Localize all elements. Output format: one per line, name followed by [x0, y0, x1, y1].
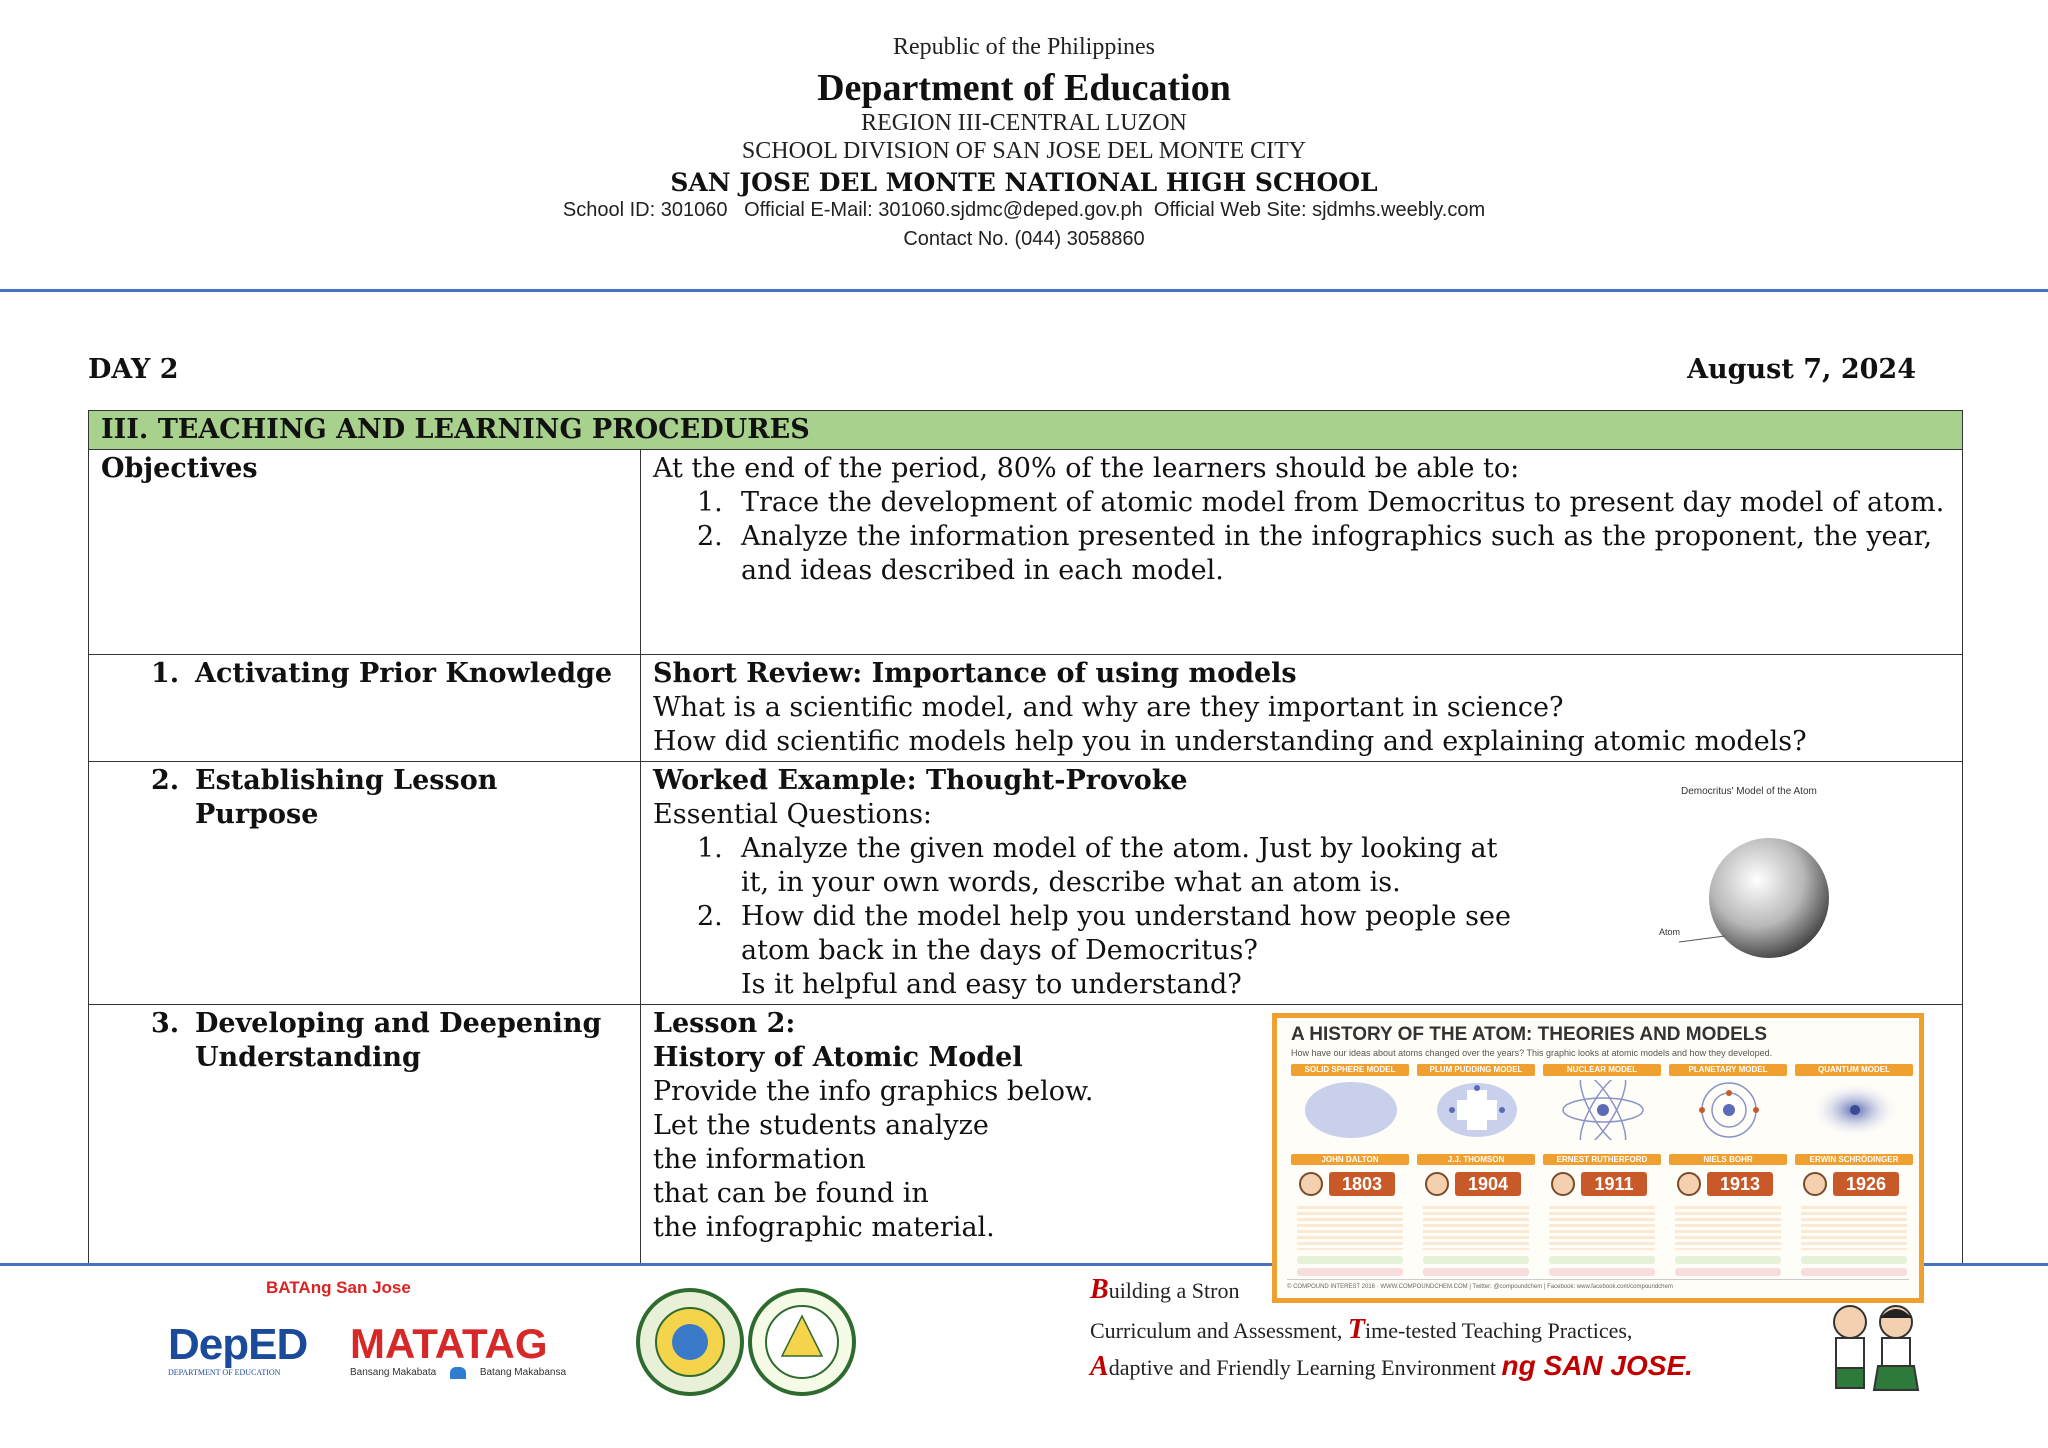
- purpose-heading: Worked Example: Thought-Provoke: [653, 765, 1188, 796]
- model-year: 1913: [1707, 1172, 1773, 1196]
- model-column: [1543, 1064, 1661, 1274]
- tagline-san-jose: ng SAN JOSE.: [1501, 1350, 1693, 1381]
- purpose-followup: Is it helpful and easy to understand?: [741, 969, 1242, 1000]
- row-label: Activating Prior Knowledge: [195, 658, 613, 689]
- model-con-note: [1423, 1268, 1529, 1276]
- prior-knowledge-label: [101, 657, 628, 691]
- model-description: [1801, 1206, 1907, 1250]
- atom-sphere: [1709, 838, 1829, 958]
- contact-number: Contact No. (044) 3058860: [903, 228, 1145, 250]
- model-con-note: [1549, 1268, 1655, 1276]
- developing-line: that can be found in: [653, 1178, 929, 1209]
- row-label: Establishing Lesson Purpose: [195, 765, 498, 830]
- tagline-text: daptive and Friendly Learning Environment: [1108, 1355, 1502, 1380]
- prior-question-1: What is a scientific model, and why are they important in science?: [653, 692, 1564, 723]
- item-number: 3.: [151, 1008, 180, 1039]
- tagline-line-2: [1090, 1314, 1632, 1346]
- date-label: August 7, 2024: [1687, 354, 1916, 385]
- tagline-line-3: [1090, 1350, 1693, 1383]
- objectives-label: Objectives: [101, 453, 258, 484]
- item-number: 1.: [697, 833, 723, 864]
- scientist-name: ERNEST RUTHERFORD: [1543, 1154, 1661, 1165]
- solid-sphere-icon: [1301, 1080, 1401, 1140]
- model-pro-note: [1549, 1256, 1655, 1264]
- democritus-atom-illustration: [1641, 832, 1831, 972]
- model-column: [1417, 1064, 1535, 1274]
- model-column: [1291, 1064, 1409, 1274]
- democritus-figure-title: Democritus' Model of the Atom: [1681, 786, 1817, 797]
- essential-questions-list: [653, 832, 1513, 968]
- tagline-initial: B: [1090, 1274, 1109, 1305]
- scientist-name: ERWIN SCHRÖDINGER: [1795, 1154, 1913, 1165]
- header-divider: [0, 289, 2048, 292]
- scientist-portrait-icon: [1425, 1172, 1449, 1196]
- model-description: [1297, 1206, 1403, 1250]
- scientist-name: J.J. THOMSON: [1417, 1154, 1535, 1165]
- atom-history-infographic: [1272, 1013, 1924, 1303]
- question-item: [653, 900, 1513, 968]
- lesson-number: Lesson 2:: [653, 1008, 796, 1039]
- item-text: Analyze the information presented in the infographics such as the proponent, the year, and ideas described in each model.: [741, 521, 1933, 586]
- lesson-purpose-label: [101, 764, 628, 832]
- item-number: 1.: [697, 487, 723, 518]
- nuclear-model-icon: [1553, 1080, 1653, 1140]
- scientist-portrait-icon: [1551, 1172, 1575, 1196]
- tagline-initial: T: [1347, 1314, 1365, 1345]
- essential-questions-label: Essential Questions:: [653, 799, 933, 830]
- model-name: PLUM PUDDING MODEL: [1417, 1064, 1535, 1076]
- row-label-line: Understanding: [195, 1042, 421, 1073]
- atom-pointer-line: [1679, 936, 1725, 942]
- item-number: 2.: [697, 901, 723, 932]
- row-label: [195, 1007, 601, 1075]
- scientist-name: NIELS BOHR: [1669, 1154, 1787, 1165]
- prior-knowledge-row: [89, 655, 1963, 762]
- day-label: DAY 2: [88, 354, 179, 385]
- objectives-list: [653, 486, 1950, 588]
- section-title: III. TEACHING AND LEARNING PROCEDURES: [89, 411, 1963, 450]
- model-year: 1803: [1329, 1172, 1395, 1196]
- model-description: [1423, 1206, 1529, 1250]
- model-pro-note: [1801, 1256, 1907, 1264]
- model-year: 1926: [1833, 1172, 1899, 1196]
- model-con-note: [1801, 1268, 1907, 1276]
- model-name: NUCLEAR MODEL: [1543, 1064, 1661, 1076]
- batang-san-jose-label: BATAng San Jose: [266, 1278, 411, 1297]
- plum-pudding-icon: [1427, 1080, 1527, 1140]
- developing-label: [101, 1007, 628, 1075]
- model-pro-note: [1423, 1256, 1529, 1264]
- developing-line: Provide the info graphics below.: [653, 1076, 1094, 1107]
- lesson-purpose-row: [89, 762, 1963, 1005]
- item-text: Trace the development of atomic model from Democritus to present day model of atom.: [741, 487, 1945, 518]
- prior-question-2: How did scientific models help you in understanding and explaining atomic models?: [653, 726, 1807, 757]
- scientist-portrait-icon: [1677, 1172, 1701, 1196]
- model-pro-note: [1675, 1256, 1781, 1264]
- tagline-line-1: [1090, 1274, 1239, 1306]
- division-seal-icon: [638, 1290, 742, 1394]
- matatag-logo: [350, 1322, 566, 1380]
- objectives-intro: At the end of the period, 80% of the learners should be able to:: [653, 453, 1520, 484]
- question-item: [653, 832, 1513, 900]
- scientist-portrait-icon: [1299, 1172, 1323, 1196]
- item-text: Analyze the given model of the atom. Just by looking at it, in your own words, describe what an atom is.: [741, 833, 1498, 898]
- objective-item: [653, 486, 1950, 520]
- deped-wordmark: DepED: [168, 1320, 308, 1369]
- heart-hands-icon: [450, 1367, 466, 1379]
- model-year: 1904: [1455, 1172, 1521, 1196]
- model-con-note: [1675, 1268, 1781, 1276]
- model-column: [1669, 1064, 1787, 1274]
- scientist-portrait-icon: [1803, 1172, 1827, 1196]
- model-name: QUANTUM MODEL: [1795, 1064, 1913, 1076]
- model-con-note: [1297, 1268, 1403, 1276]
- planetary-model-icon: [1679, 1080, 1779, 1140]
- atom-figure-label: Atom: [1659, 927, 1681, 937]
- infographic-title: A HISTORY OF THE ATOM: THEORIES AND MODELS: [1291, 1024, 1768, 1045]
- tagline-text: ime-tested Teaching Practices,: [1364, 1318, 1633, 1343]
- matatag-tagline-left: Bansang Makabata: [350, 1367, 437, 1378]
- item-number: 1.: [151, 658, 180, 689]
- item-number: 2.: [151, 765, 180, 796]
- model-description: [1549, 1206, 1655, 1250]
- students-mascot-icon: [1812, 1300, 1932, 1400]
- quantum-model-icon: [1805, 1080, 1905, 1140]
- model-name: PLANETARY MODEL: [1669, 1064, 1787, 1076]
- tagline-text: Curriculum and Assessment,: [1090, 1318, 1348, 1343]
- republic-line: Republic of the Philippines: [893, 34, 1155, 60]
- matatag-tagline-right: Batang Makabansa: [479, 1367, 566, 1378]
- developing-line: the infographic material.: [653, 1212, 995, 1243]
- matatag-wordmark: MATATAG: [350, 1320, 548, 1367]
- infographic-credit: © COMPOUND INTEREST 2016 · WWW.COMPOUNDCHEM.COM | Twitter: @compoundchem | Facebook: www.facebook.com/compoundchem: [1287, 1279, 1909, 1294]
- lesson-title: History of Atomic Model: [653, 1042, 1023, 1073]
- tagline-initial: A: [1090, 1351, 1109, 1382]
- prior-heading: Short Review: Importance of using models: [653, 658, 1297, 689]
- school-name: SAN JOSE DEL MONTE NATIONAL HIGH SCHOOL: [670, 168, 1378, 197]
- section-header-row: [89, 411, 1963, 450]
- tagline-text: uilding a Stron: [1108, 1278, 1240, 1303]
- model-column: [1795, 1064, 1913, 1274]
- objectives-row: [89, 450, 1963, 655]
- model-description: [1675, 1206, 1781, 1250]
- scientist-name: JOHN DALTON: [1291, 1154, 1409, 1165]
- model-year: 1911: [1581, 1172, 1647, 1196]
- developing-line: the information: [653, 1144, 866, 1175]
- infographic-subtitle: How have our ideas about atoms changed over the years? This graphic looks at atomic models and how they developed.: [1291, 1048, 1773, 1058]
- school-seal-icon: [750, 1290, 854, 1394]
- objective-item: [653, 520, 1950, 588]
- division-line: SCHOOL DIVISION OF SAN JOSE DEL MONTE CITY: [741, 138, 1307, 164]
- model-pro-note: [1297, 1256, 1403, 1264]
- developing-line: Let the students analyze: [653, 1110, 989, 1141]
- row-label-line: Developing and Deepening: [195, 1008, 602, 1039]
- school-seals: [634, 1286, 864, 1398]
- region-line: REGION III-CENTRAL LUZON: [861, 110, 1187, 136]
- department-title: Department of Education: [817, 67, 1231, 109]
- deped-logo: [168, 1322, 328, 1378]
- school-contact-line: School ID: 301060 Official E-Mail: 301060.sjdmc@deped.gov.ph Official Web Site: sjdmhs.weebly.com: [562, 199, 1486, 221]
- deped-subtitle: DEPARTMENT OF EDUCATION: [168, 1368, 281, 1377]
- model-name: SOLID SPHERE MODEL: [1291, 1064, 1409, 1076]
- item-text: How did the model help you understand how people see atom back in the days of Democritus?: [741, 901, 1511, 966]
- item-number: 2.: [697, 521, 723, 552]
